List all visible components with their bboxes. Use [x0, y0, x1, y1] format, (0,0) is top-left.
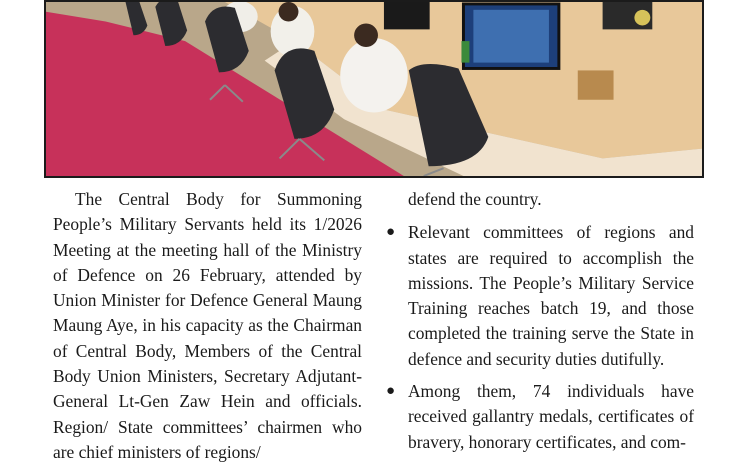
- meeting-hall-photo-icon: [46, 2, 702, 176]
- article-bullet-list: [386, 220, 694, 455]
- article-paragraph: The Central Body for Summoning People’s Military Servants held its 1/2026 Meeting at the meeting hall of the Ministry of Defence on 26 February, attended by Union Minister for Defence General Maung Maung Aye, in his capacity as the Chairman of Central Body, Members of the Central Body Union Ministers, Secretary Adjutant-General Lt-Gen Zaw Hein and officials. Region/ State committees’ chairmen who are chief ministers of regions/: [53, 189, 362, 462]
- bullet-text: Relevant committees of regions and states are required to accomplish the missions. The People’s Military Service Training reaches batch 19, and those completed the training serve the State in defence and security duties dutifully.: [408, 222, 694, 369]
- meeting-photo: [44, 0, 704, 178]
- bullet-icon: ●: [386, 224, 396, 241]
- article-left-column: [53, 187, 362, 465]
- article-right-column: [386, 187, 694, 462]
- list-item: [386, 379, 694, 455]
- list-item: [386, 220, 694, 372]
- bullet-text: Among them, 74 individuals have received gallantry medals, certificates of bravery, honorary certificates, and com-: [408, 381, 694, 452]
- bullet-icon: ●: [386, 383, 396, 400]
- article-continuation: defend the country.: [408, 189, 542, 209]
